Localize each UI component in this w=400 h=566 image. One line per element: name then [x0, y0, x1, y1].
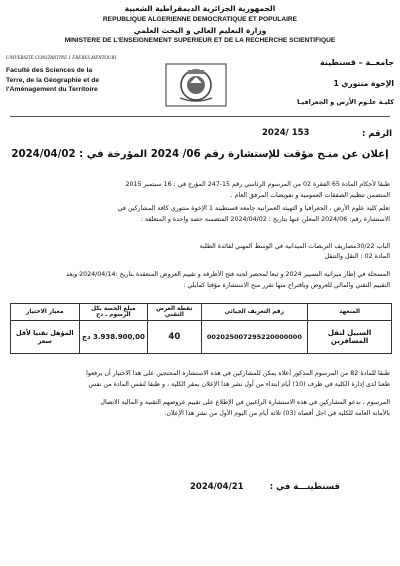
faculty-name-ar: كليـة علـوم الأرض و الجغرافيـا — [297, 98, 394, 106]
header-ar-2: وزارة التعليم العالي و البحث العلمي — [133, 26, 267, 35]
col-amount: مبلغ الحصة بكل الرسوم ـ دج — [79, 304, 148, 321]
paragraph-line: المسجلة في إطار ميزانية التسيير 2024 و تبعا لمحضر لجنة فتح الأظرفة و تقييم العروض المنعقدة بتاريخ :2024/04/14 وبعد — [66, 271, 390, 278]
paragraph-notice — [10, 204, 390, 225]
paragraph-line: طعنا لدى إدارة الكلية في ظرف (10) أيام ابتداء من أول نشر هذا الإعلان بمقر الكلية ، و طبقا لنفس المادة من نفس — [88, 380, 390, 388]
faculty-line-1: Faculté des Sciences de la — [6, 67, 93, 74]
faculty-line-2: Terre, de la Géographie et de — [6, 76, 100, 84]
paragraph-article: المادة 02 : النقل والتنقل — [324, 253, 390, 260]
header-fr-2: MINISTERE DE L'ENSEIGNEMENT SUPERIEUR ET DE LA RECHERCHE SCIENTIFIQUE — [64, 37, 336, 44]
header-ar-1: الجمهورية الجزائرية الديمقراطية الشعبية — [124, 4, 276, 13]
university-logo — [160, 58, 232, 112]
paragraph-line: طبقا للمادة 82 من المرسوم المذكور أعلاه يمكن للمشاركين في هذه الاستشارة المحتجين على هذا الاختيار أن يرفعوا — [86, 370, 390, 377]
paragraph-line: بالأمانة العامة للكلية في اجل أقصاه (03) ثلاثة أيام من اليوم الأول من نشر هذا الإعلان. — [164, 409, 390, 417]
col-tech-score: نقطة العرض التقني — [148, 304, 201, 321]
paragraph-chapter: الباب 30/22مصاريف التربصات الميدانية في الوسط المهني لفائدة الطلبة — [199, 243, 390, 250]
paragraph-line: المتضمن تنظيم الصفقات العمومية و تفويضات المرفق العام . — [230, 191, 390, 199]
cell-criterion: المؤهل تقنيا لأقل سعر — [11, 321, 80, 354]
paragraph-line: التقييم التقني والمالي للعروض وباقتراح منها تقرر منح الاستشارة مؤقتا كمايلي : — [183, 281, 390, 289]
signature-city: قسنطينـــة في : — [269, 482, 340, 492]
col-tax-id: رقم التعريف الجبائي — [201, 304, 308, 321]
paragraph-legal-basis — [10, 180, 390, 201]
col-criterion: معيار الاختيار — [11, 304, 80, 321]
reference-number: 2024/ 153 — [262, 128, 310, 138]
reference-label: الرقم : — [362, 129, 392, 139]
paragraph-appeal — [10, 369, 390, 390]
paragraph-line: الاستشارة رقم: 2024/06 المعلن عنها بتاريخ : 2024/04/02 المتضمنة حصة واحدة و المتعلقة : — [140, 215, 390, 223]
award-table — [10, 303, 392, 354]
header-divider — [10, 116, 390, 117]
paragraph-line: طبقا لأحكام المادة 65 الفقرة 02 من المرسوم الرئاسي رقم 15-247 المؤرخ في : 16 سبتمبر 2015 — [125, 181, 390, 188]
paragraph-contact — [10, 398, 390, 419]
institution-name-ar: الإخوة منتوري 1 — [333, 79, 394, 88]
cell-bidder: السبيل لنقل المسافرين — [308, 321, 392, 354]
col-bidder: المتعهد — [308, 304, 392, 321]
university-name-ar: جامعــة – قسنطينة — [320, 58, 394, 67]
table-header-row — [11, 304, 392, 321]
cell-amount: 3.938.900,00 دج — [79, 321, 148, 354]
faculty-line-3: l'Aménagement du Territoire — [6, 86, 98, 93]
header-fr-1: REPUBLIQUE ALGERIENNE DEMOCRATIQUE ET POPULAIRE — [102, 16, 298, 23]
faculty-name-fr — [6, 66, 156, 95]
paragraph-budget — [10, 270, 390, 291]
university-name-fr: UNIVERSITE CONSTANTINE 1 FRERES MENTOURI — [6, 56, 117, 61]
signature-date: 2024/04/21 — [190, 482, 244, 492]
cell-tech-score: 40 — [148, 321, 201, 354]
paragraph-line: تعلم كلية علوم الأرض ، الجغرافيا و التهيئة العمرانية جامعة قسنطينة 1 الإخوة منتوري كافة المشاركين في — [117, 205, 390, 212]
paragraph-line: المرسوم ، ندعو المشاركين في هذه الاستشارة الراغبين في الإطلاع على تقييم عروضهم التقنية و المالية الاتصال — [100, 399, 390, 406]
document-title: إعلان عن منـح مؤقت للإستشارة رقم 06/ 2024 المؤرخة في : 2024/04/02 — [11, 149, 389, 160]
table-row — [11, 321, 392, 354]
cell-tax-id: 002025007295220000000 — [201, 321, 308, 354]
